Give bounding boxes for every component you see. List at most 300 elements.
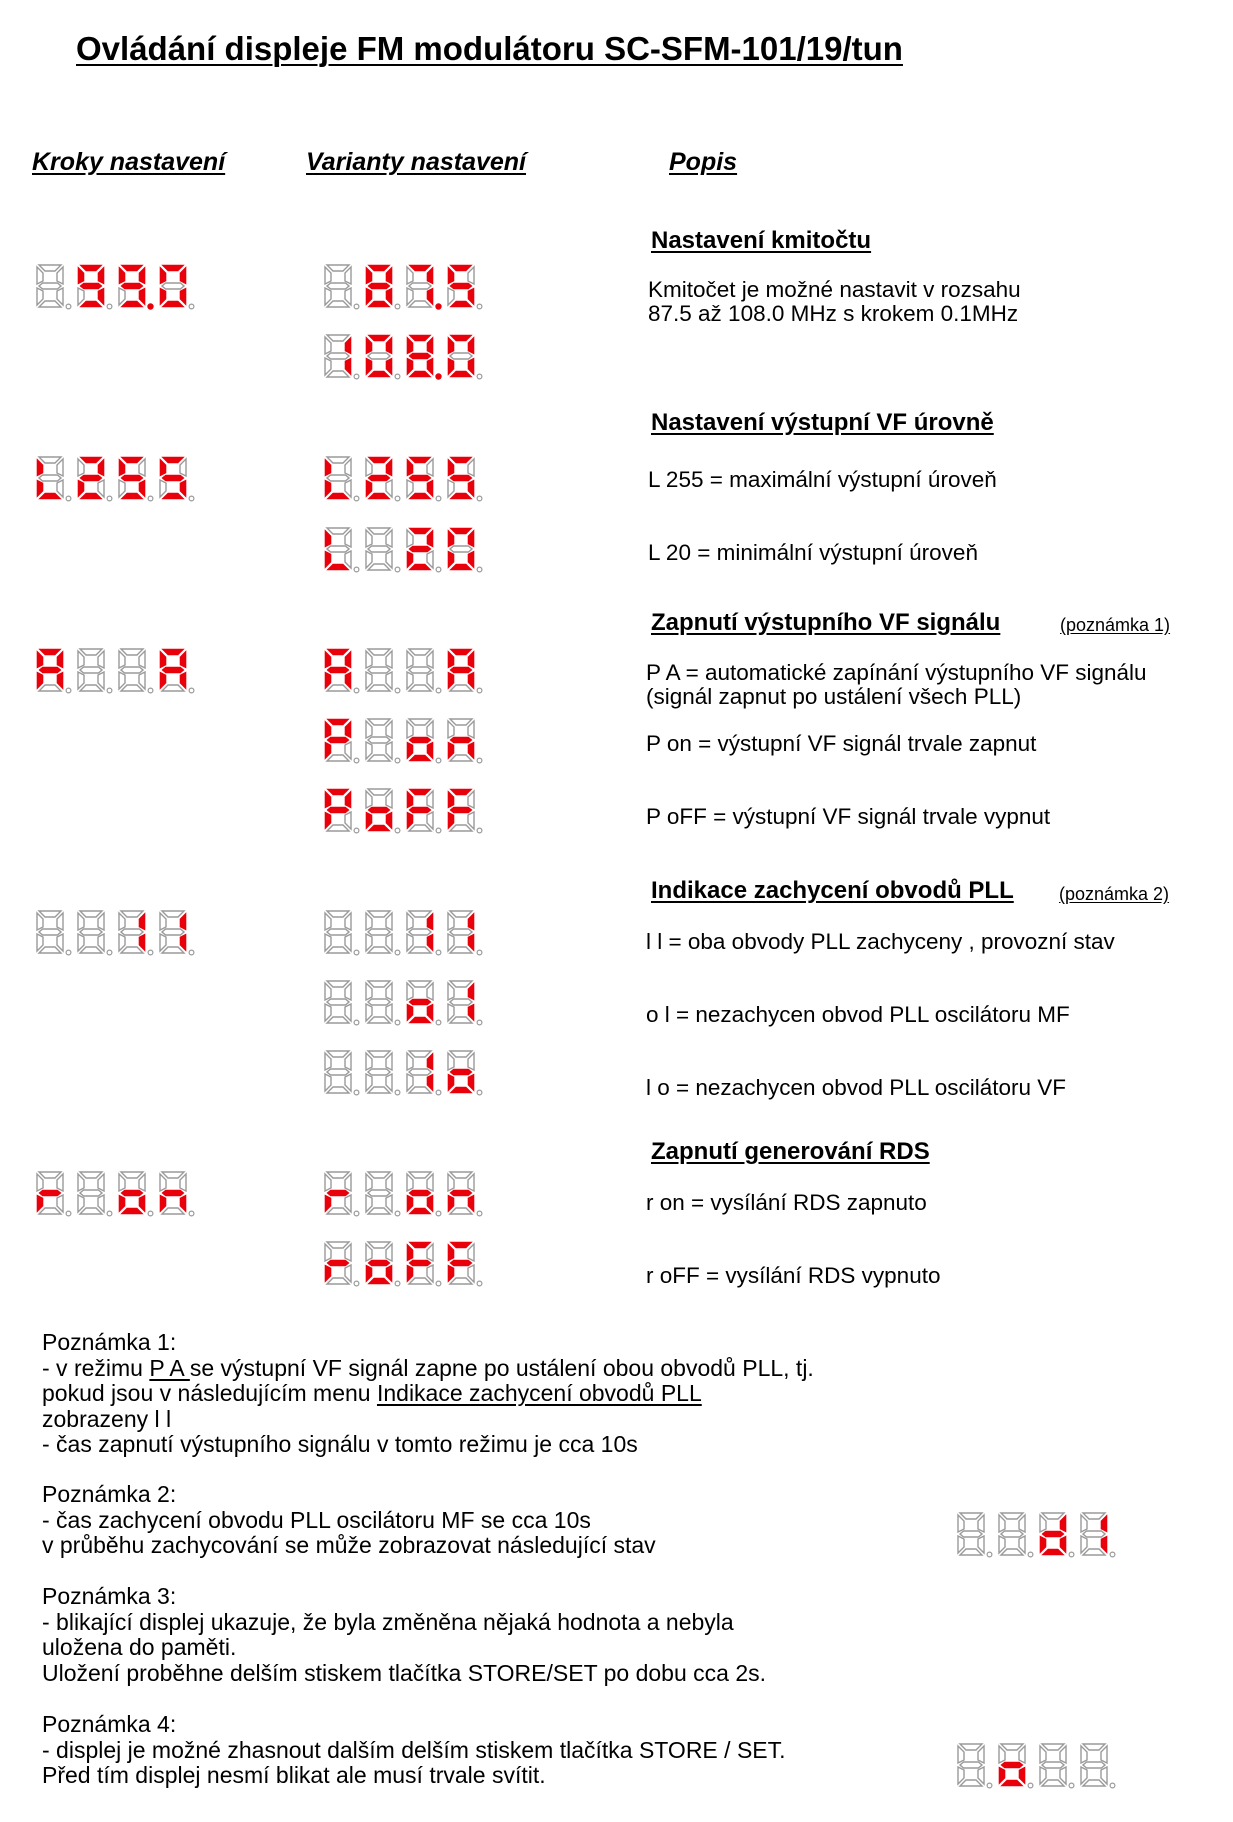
segment-b	[468, 337, 474, 354]
segment-c	[468, 358, 474, 375]
segment-e	[37, 480, 43, 497]
decimal-point	[354, 496, 359, 501]
segment-b	[386, 791, 392, 808]
segment-c	[1060, 1767, 1066, 1784]
segment-e	[366, 742, 372, 759]
display-digit	[366, 1051, 400, 1095]
segment-a	[368, 265, 390, 271]
decimal-point	[1110, 1552, 1115, 1557]
segment-e	[325, 480, 331, 497]
seven-segment-svg	[322, 1168, 488, 1218]
segment-g	[450, 1190, 472, 1196]
decimal-point	[435, 303, 441, 309]
note-text: - čas zapnutí výstupního signálu v tomto režimu je cca 10s	[42, 1431, 638, 1457]
segment-f	[448, 530, 454, 547]
display-digit	[160, 911, 194, 955]
desc-rf-auto-2: (signál zapnut po ustálení všech PLL)	[646, 684, 1022, 709]
variant-display-level-max	[322, 453, 488, 503]
display-digit	[325, 335, 359, 379]
segment-g	[162, 667, 184, 673]
segment-d	[368, 371, 390, 377]
note-text: se výstupní VF signál zapne po ustálení obou obvodů PLL, tj.	[189, 1354, 814, 1381]
segment-f	[448, 791, 454, 808]
segment-g	[450, 475, 472, 481]
segment-f	[407, 983, 413, 1000]
display-digit	[78, 649, 112, 693]
display-digit	[325, 265, 359, 309]
segment-a	[39, 457, 61, 463]
segment-g	[409, 1260, 431, 1266]
segment-e	[119, 934, 125, 951]
segment-f	[407, 459, 413, 476]
segment-d	[368, 564, 390, 570]
segment-d	[39, 301, 61, 307]
segment-f	[160, 267, 166, 284]
segment-c	[386, 672, 392, 689]
segment-c	[1019, 1536, 1025, 1553]
segment-g	[368, 929, 390, 935]
segment-b	[386, 337, 392, 354]
segment-g	[327, 737, 349, 743]
segment-b	[1060, 1746, 1066, 1763]
section-heading-pll-lock: Indikace zachycení obvodů PLL	[651, 877, 1014, 904]
segment-e	[78, 480, 84, 497]
segment-f	[1081, 1746, 1087, 1763]
decimal-point	[148, 1211, 153, 1216]
segment-d	[409, 493, 431, 499]
decimal-point	[354, 950, 359, 955]
segment-e	[448, 358, 454, 375]
segment-b	[57, 267, 63, 284]
display-digit	[1040, 1513, 1074, 1557]
segment-a	[121, 1172, 143, 1178]
segment-b	[345, 337, 351, 354]
segment-g	[450, 737, 472, 743]
note-text: - čas zachycení obvodu PLL oscilátoru MF se cca 10s	[42, 1506, 591, 1533]
segment-e	[958, 1536, 964, 1553]
display-digit	[78, 911, 112, 955]
segment-d	[409, 301, 431, 307]
segment-d	[327, 755, 349, 761]
segment-g	[450, 929, 472, 935]
segment-a	[1042, 1513, 1064, 1519]
segment-e	[448, 742, 454, 759]
desc-rds-on: r on = vysílání RDS zapnuto	[646, 1190, 927, 1215]
segment-a	[1001, 1744, 1023, 1750]
display-digit	[119, 649, 153, 693]
segment-f	[37, 1174, 43, 1191]
segment-d	[409, 564, 431, 570]
segment-d	[368, 1208, 390, 1214]
segment-c	[386, 1004, 392, 1021]
display-digit	[448, 335, 482, 379]
segment-d	[450, 493, 472, 499]
decimal-point	[477, 1020, 482, 1025]
segment-c	[98, 934, 104, 951]
segment-g	[1042, 1762, 1064, 1768]
segment-g	[327, 475, 349, 481]
segment-e	[366, 480, 372, 497]
display-digit	[999, 1513, 1033, 1557]
segment-c	[468, 812, 474, 829]
decimal-point	[354, 758, 359, 763]
segment-d	[327, 1208, 349, 1214]
variant-display-rf-off	[322, 785, 488, 835]
segment-c	[468, 480, 474, 497]
decimal-point	[148, 950, 153, 955]
note-line	[42, 1356, 814, 1382]
segment-d	[327, 564, 349, 570]
display-digit	[119, 265, 154, 310]
segment-c	[386, 1265, 392, 1282]
segment-a	[327, 335, 349, 341]
segment-c	[978, 1536, 984, 1553]
segment-b	[427, 1244, 433, 1261]
display-digit	[78, 457, 112, 501]
segment-b	[180, 459, 186, 476]
segment-a	[450, 457, 472, 463]
note-heading: Poznámka 1:	[42, 1329, 177, 1355]
segment-b	[468, 459, 474, 476]
segment-f	[407, 721, 413, 738]
display-digit	[325, 911, 359, 955]
segment-a	[80, 1172, 102, 1178]
decimal-point	[395, 374, 400, 379]
segment-f	[1040, 1746, 1046, 1763]
segment-g	[162, 929, 184, 935]
display-digit	[78, 1172, 112, 1216]
decimal-point	[395, 1020, 400, 1025]
segment-b	[468, 1053, 474, 1070]
segment-g	[39, 283, 61, 289]
decimal-point	[1110, 1783, 1115, 1788]
segment-b	[427, 337, 433, 354]
segment-a	[450, 1051, 472, 1057]
segment-f	[366, 1174, 372, 1191]
column-heading-steps: Kroky nastavení	[32, 148, 226, 176]
seven-segment-svg	[322, 331, 488, 381]
segment-b	[427, 530, 433, 547]
variant-display-pll-vf	[322, 1047, 488, 1097]
segment-c	[427, 288, 433, 305]
decimal-point	[148, 496, 153, 501]
segment-d	[327, 1278, 349, 1284]
display-digit	[407, 719, 441, 763]
underlined-text: P A	[149, 1354, 190, 1381]
segment-a	[409, 911, 431, 917]
segment-g	[409, 283, 431, 289]
segment-f	[448, 1053, 454, 1070]
segment-b	[345, 1174, 351, 1191]
segment-g	[368, 546, 390, 552]
decimal-point	[66, 496, 71, 501]
display-digit	[37, 649, 71, 693]
segment-b	[180, 1174, 186, 1191]
segment-b	[386, 721, 392, 738]
segment-g	[80, 667, 102, 673]
segment-b	[427, 983, 433, 1000]
decimal-point	[66, 950, 71, 955]
display-digit	[119, 457, 153, 501]
variant-display-rf-auto	[322, 645, 488, 695]
variant-display-rf-on	[322, 715, 488, 765]
decimal-point	[395, 828, 400, 833]
segment-e	[407, 358, 413, 375]
decimal-point	[66, 688, 71, 693]
segment-g	[368, 807, 390, 813]
segment-d	[327, 1017, 349, 1023]
segment-e	[160, 288, 166, 305]
display-digit	[366, 649, 400, 693]
display-digit	[448, 719, 482, 763]
segment-a	[368, 457, 390, 463]
variant-display-rds-on	[322, 1168, 488, 1218]
segment-e	[325, 1074, 331, 1091]
segment-g	[409, 999, 431, 1005]
decimal-point	[477, 950, 482, 955]
display-digit	[37, 265, 71, 309]
segment-c	[427, 1195, 433, 1212]
decimal-point	[477, 1090, 482, 1095]
segment-c	[57, 672, 63, 689]
segment-d	[39, 493, 61, 499]
segment-e	[325, 934, 331, 951]
note-4	[42, 1712, 786, 1789]
segment-d	[121, 685, 143, 691]
decimal-point	[354, 1020, 359, 1025]
segment-f	[958, 1515, 964, 1532]
segment-g	[368, 1069, 390, 1075]
segment-d	[409, 371, 431, 377]
segment-c	[427, 480, 433, 497]
segment-b	[468, 530, 474, 547]
segment-d	[327, 371, 349, 377]
segment-a	[409, 528, 431, 534]
note-line	[42, 1381, 814, 1407]
segment-c	[386, 1195, 392, 1212]
display-digit	[407, 649, 441, 693]
segment-d	[162, 947, 184, 953]
display-digit	[448, 457, 482, 501]
segment-g	[1083, 1531, 1105, 1537]
display-digit	[119, 911, 153, 955]
segment-e	[366, 1074, 372, 1091]
decimal-point	[477, 1281, 482, 1286]
segment-e	[325, 1195, 331, 1212]
segment-g	[327, 929, 349, 935]
segment-a	[368, 649, 390, 655]
note-text: - blikající displej ukazuje, že byla změněna nějaká hodnota a nebyla	[42, 1608, 734, 1635]
segment-f	[1081, 1515, 1087, 1532]
decimal-point	[477, 304, 482, 309]
segment-g	[450, 353, 472, 359]
segment-b	[345, 651, 351, 668]
segment-d	[327, 825, 349, 831]
segment-e	[958, 1767, 964, 1784]
column-heading-variants: Varianty nastavení	[306, 148, 527, 176]
segment-f	[407, 1174, 413, 1191]
decimal-point	[436, 1211, 441, 1216]
segment-a	[80, 649, 102, 655]
segment-a	[327, 528, 349, 534]
seven-segment-svg	[34, 1168, 200, 1218]
decimal-point	[354, 688, 359, 693]
segment-a	[409, 1172, 431, 1178]
segment-a	[327, 981, 349, 987]
segment-a	[121, 911, 143, 917]
segment-c	[978, 1767, 984, 1784]
segment-e	[1040, 1536, 1046, 1553]
segment-e	[407, 480, 413, 497]
segment-e	[119, 1195, 125, 1212]
display-digit	[160, 1172, 194, 1216]
decimal-point	[477, 1211, 482, 1216]
segment-f	[407, 267, 413, 284]
segment-d	[450, 1278, 472, 1284]
segment-c	[139, 934, 145, 951]
note-text: uložena do paměti.	[42, 1634, 237, 1660]
segment-d	[162, 301, 184, 307]
segment-d	[80, 947, 102, 953]
segment-b	[1019, 1746, 1025, 1763]
seven-segment-svg	[34, 453, 200, 503]
segment-g	[327, 667, 349, 673]
desc-frequency-range-1: Kmitočet je možné nastavit v rozsahu	[648, 277, 1021, 302]
seven-segment-svg	[322, 1047, 488, 1097]
segment-a	[368, 789, 390, 795]
display-digit	[448, 265, 482, 309]
segment-a	[327, 649, 349, 655]
segment-a	[39, 911, 61, 917]
segment-b	[386, 1053, 392, 1070]
display-digit	[366, 981, 400, 1025]
decimal-point	[436, 567, 441, 572]
section-heading-output-level: Nastavení výstupní VF úrovně	[651, 409, 994, 436]
segment-f	[119, 267, 125, 284]
seven-segment-svg	[322, 907, 488, 957]
segment-c	[427, 934, 433, 951]
segment-f	[325, 1174, 331, 1191]
segment-e	[407, 1004, 413, 1021]
segment-f	[325, 1244, 331, 1261]
note-line	[42, 1407, 814, 1433]
display-digit	[37, 457, 71, 501]
note-line	[42, 1763, 786, 1789]
segment-g	[450, 283, 472, 289]
display-digit	[407, 981, 441, 1025]
segment-d	[162, 1208, 184, 1214]
segment-d	[327, 301, 349, 307]
segment-b	[98, 913, 104, 930]
segment-a	[162, 1172, 184, 1178]
segment-b	[345, 267, 351, 284]
decimal-point	[395, 304, 400, 309]
segment-g	[409, 737, 431, 743]
segment-e	[325, 358, 331, 375]
desc-frequency-range-2: 87.5 až 108.0 MHz s krokem 0.1MHz	[648, 301, 1019, 326]
segment-a	[327, 457, 349, 463]
decimal-point	[395, 950, 400, 955]
segment-d	[960, 1780, 982, 1786]
segment-f	[366, 337, 372, 354]
segment-e	[37, 934, 43, 951]
segment-a	[450, 911, 472, 917]
segment-c	[98, 288, 104, 305]
step-display-pll-lock	[34, 907, 200, 957]
segment-b	[468, 913, 474, 930]
decimal-point	[436, 496, 441, 501]
display-digit	[325, 1051, 359, 1095]
display-digit	[78, 265, 112, 309]
segment-b	[345, 791, 351, 808]
segment-c	[98, 672, 104, 689]
note-line	[42, 1432, 814, 1458]
segment-a	[121, 457, 143, 463]
segment-a	[450, 649, 472, 655]
segment-b	[98, 651, 104, 668]
segment-a	[368, 1051, 390, 1057]
segment-d	[39, 947, 61, 953]
decimal-point	[477, 567, 482, 572]
segment-c	[345, 288, 351, 305]
segment-a	[80, 457, 102, 463]
segment-f	[407, 913, 413, 930]
segment-b	[180, 913, 186, 930]
display-digit	[1040, 1744, 1074, 1788]
segment-g	[368, 999, 390, 1005]
display-digit	[407, 528, 441, 572]
segment-g	[450, 1069, 472, 1075]
display-digit	[407, 1051, 441, 1095]
segment-f	[325, 267, 331, 284]
segment-f	[325, 651, 331, 668]
segment-e	[366, 358, 372, 375]
segment-a	[80, 265, 102, 271]
note-text: - v režimu	[42, 1354, 150, 1381]
segment-a	[368, 911, 390, 917]
segment-c	[180, 288, 186, 305]
segment-f	[407, 791, 413, 808]
segment-e	[448, 1195, 454, 1212]
display-digit	[999, 1744, 1033, 1788]
segment-g	[368, 1260, 390, 1266]
segment-a	[450, 981, 472, 987]
segment-f	[366, 1053, 372, 1070]
segment-b	[57, 651, 63, 668]
seven-segment-svg	[322, 1238, 488, 1288]
column-heading-description: Popis	[669, 148, 738, 176]
segment-d	[368, 947, 390, 953]
segment-b	[386, 267, 392, 284]
segment-c	[345, 1265, 351, 1282]
desc-level-max: L 255 = maximální výstupní úroveň	[648, 467, 997, 492]
seven-segment-svg	[34, 645, 200, 695]
segment-e	[407, 934, 413, 951]
decimal-point	[107, 1211, 112, 1216]
display-digit	[325, 528, 359, 572]
segment-a	[1001, 1513, 1023, 1519]
decimal-point	[147, 303, 153, 309]
decimal-point	[436, 1020, 441, 1025]
segment-f	[958, 1746, 964, 1763]
desc-pll-both: l l = oba obvody PLL zachyceny , provozní stav	[646, 929, 1115, 954]
segment-a	[327, 911, 349, 917]
segment-g	[162, 1190, 184, 1196]
section-heading-rf-output: Zapnutí výstupního VF signálu	[651, 609, 1001, 636]
segment-f	[325, 337, 331, 354]
segment-g	[409, 807, 431, 813]
segment-d	[450, 1087, 472, 1093]
